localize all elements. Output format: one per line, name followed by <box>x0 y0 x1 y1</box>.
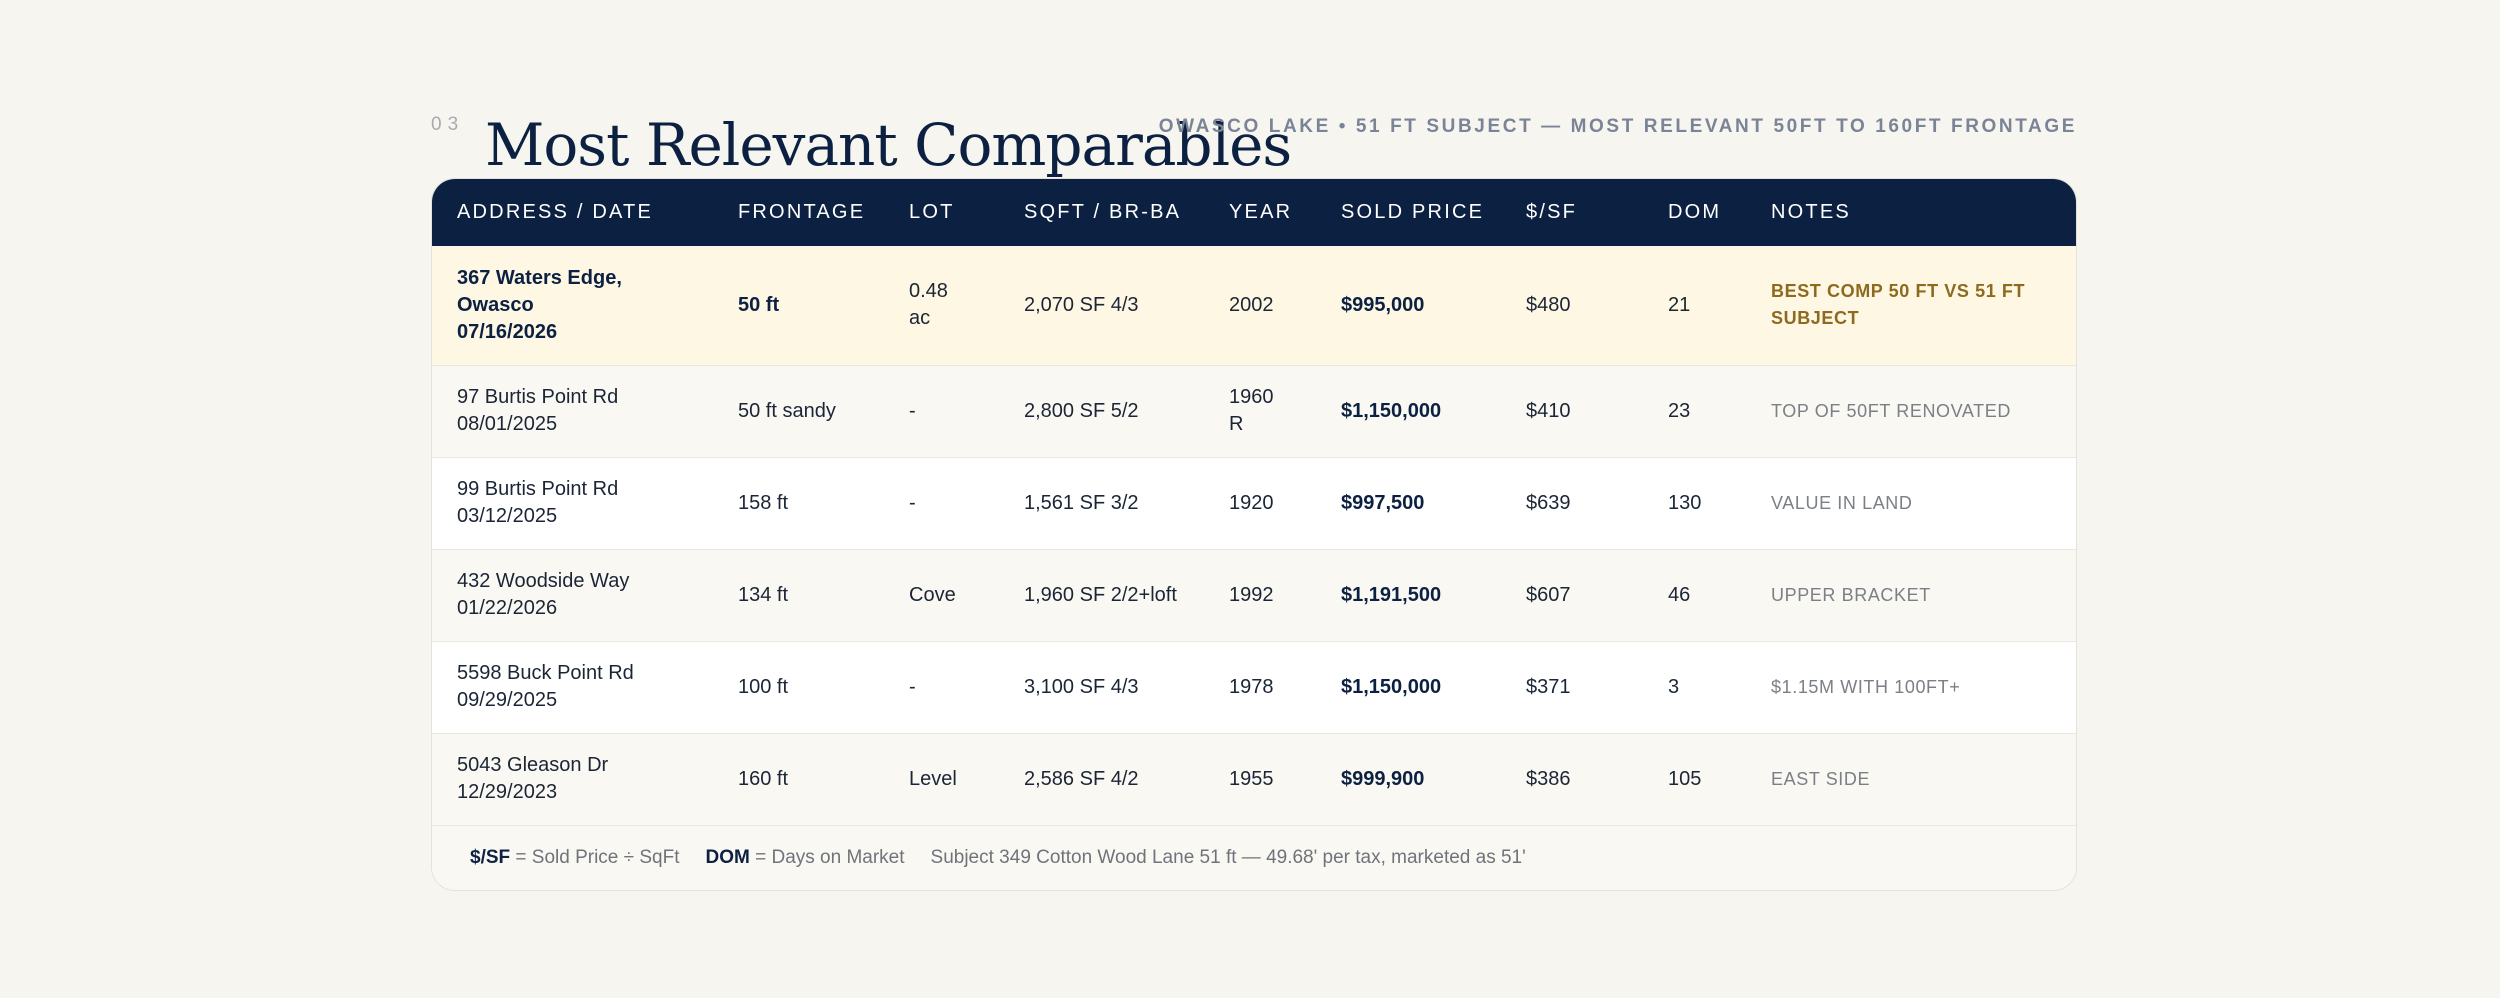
sqft-cell: 2,800 SF 5/2 <box>999 365 1204 457</box>
page-title: Most Relevant Comparables <box>485 110 1292 179</box>
address-text: 99 Burtis Point Rd <box>457 478 619 500</box>
sqft-cell: 1,960 SF 2/2+loft <box>999 549 1204 641</box>
price-per-sf-cell: $639 <box>1501 457 1643 549</box>
frontage-cell: 158 ft <box>713 457 884 549</box>
header-price-per-sf: $/SF <box>1501 179 1643 246</box>
frontage-cell: 50 ft sandy <box>713 365 884 457</box>
header-sqft-br-ba: SQFT / BR-BA <box>999 179 1204 246</box>
sale-date-text: 07/16/2026 <box>457 320 558 343</box>
subject-note: Subject 349 Cotton Wood Lane 51 ft — 49.68' per tax, marketed as 51' <box>930 847 1526 868</box>
table-header-row <box>432 179 2077 246</box>
dom-term: DOM <box>705 847 750 868</box>
year-cell: 1920 <box>1204 457 1316 549</box>
address-text: 5043 Gleason Dr <box>457 754 609 777</box>
table-row-best-comp <box>432 246 2077 365</box>
sqft-cell: 1,561 SF 3/2 <box>999 457 1204 549</box>
header-dom: DOM <box>1643 179 1746 246</box>
price-per-sf-cell: $371 <box>1501 641 1643 733</box>
dom-cell: 105 <box>1643 733 1746 825</box>
notes-cell: $1.15M WITH 100FT+ <box>1746 641 2077 733</box>
lot-cell: Cove <box>884 549 999 641</box>
address-text: 432 Woodside Way <box>457 570 630 592</box>
section-number: 03 <box>431 114 465 135</box>
frontage-cell: 160 ft <box>713 733 884 825</box>
header-year: YEAR <box>1204 179 1316 246</box>
comparables-table <box>432 179 2077 825</box>
header-sold-price: SOLD PRICE <box>1316 179 1501 246</box>
dom-cell: 23 <box>1643 365 1746 457</box>
section-heading <box>431 70 2077 178</box>
table-row <box>432 365 2077 457</box>
frontage-cell: 50 ft <box>738 293 780 316</box>
header-address-date: ADDRESS / DATE <box>432 179 713 246</box>
notes-cell: VALUE IN LAND <box>1746 457 2077 549</box>
sqft-cell: 3,100 SF 4/3 <box>999 641 1204 733</box>
sale-date-text: 08/01/2025 <box>457 413 558 435</box>
notes-cell: TOP OF 50FT RENOVATED <box>1746 365 2077 457</box>
address-date-cell <box>432 549 713 641</box>
frontage-cell: 100 ft <box>713 641 884 733</box>
address-date-cell <box>432 641 713 733</box>
dom-cell: 3 <box>1643 641 1746 733</box>
price-per-sf-cell: $607 <box>1501 549 1643 641</box>
dom-cell: 130 <box>1643 457 1746 549</box>
sqft-cell: 2,070 SF 4/3 <box>1024 293 1139 316</box>
year-cell: 1978 <box>1204 641 1316 733</box>
sale-date-text: 09/29/2025 <box>457 689 558 711</box>
dom-definition: = Days on Market <box>755 847 905 868</box>
dom-cell: 46 <box>1643 549 1746 641</box>
address-date-cell <box>432 457 713 549</box>
address-text: 367 Waters Edge, Owasco <box>457 266 622 316</box>
price-per-sf-cell: $410 <box>1501 365 1643 457</box>
psf-term: $/SF <box>470 847 511 868</box>
year-cell: 2002 <box>1229 293 1274 316</box>
notes-cell: UPPER BRACKET <box>1746 549 2077 641</box>
sold-price-cell: $999,900 <box>1316 733 1501 825</box>
notes-cell: EAST SIDE <box>1746 733 2077 825</box>
lot-cell: 0.48 ac <box>909 280 948 330</box>
header-notes: NOTES <box>1746 179 2077 246</box>
psf-definition: = Sold Price ÷ SqFt <box>515 847 680 868</box>
lot-cell: - <box>884 641 999 733</box>
address-text: 97 Burtis Point Rd <box>457 386 619 408</box>
frontage-cell: 134 ft <box>713 549 884 641</box>
lot-cell: Level <box>884 733 999 825</box>
header-frontage: FRONTAGE <box>713 179 884 246</box>
address-date-cell <box>432 246 713 365</box>
address-date-cell <box>432 733 713 825</box>
price-per-sf-cell: $386 <box>1501 733 1643 825</box>
notes-cell: BEST COMP 50 FT VS 51 FT SUBJECT <box>1771 281 2026 329</box>
table-row <box>432 641 2077 733</box>
sold-price-cell: $1,150,000 <box>1316 641 1501 733</box>
comparables-table-card <box>431 178 2077 891</box>
sold-price-cell: $1,191,500 <box>1316 549 1501 641</box>
sqft-cell: 2,586 SF 4/2 <box>999 733 1204 825</box>
lot-cell: - <box>884 457 999 549</box>
year-cell: 1955 <box>1204 733 1316 825</box>
sale-date-text: 03/12/2025 <box>457 505 558 527</box>
price-per-sf-cell: $480 <box>1526 293 1571 316</box>
header-lot: LOT <box>884 179 999 246</box>
page-subtitle: OWASCO LAKE • 51 FT SUBJECT — MOST RELEVANT 50FT TO 160FT FRONTAGE <box>1158 116 2077 137</box>
sold-price-cell: $997,500 <box>1316 457 1501 549</box>
sale-date-text: 01/22/2026 <box>457 597 558 619</box>
table-row <box>432 733 2077 825</box>
table-row <box>432 457 2077 549</box>
address-text: 5598 Buck Point Rd <box>457 662 634 684</box>
sold-price-cell: $1,150,000 <box>1316 365 1501 457</box>
year-cell: 1960 R <box>1204 365 1316 457</box>
sale-date-text: 12/29/2023 <box>457 781 558 804</box>
year-cell: 1992 <box>1204 549 1316 641</box>
dom-cell: 21 <box>1668 293 1691 316</box>
table-row <box>432 549 2077 641</box>
comparables-section <box>431 70 2077 891</box>
lot-cell: - <box>884 365 999 457</box>
sold-price-cell: $995,000 <box>1341 293 1425 316</box>
address-date-cell <box>432 365 713 457</box>
table-footnote <box>432 825 2076 890</box>
